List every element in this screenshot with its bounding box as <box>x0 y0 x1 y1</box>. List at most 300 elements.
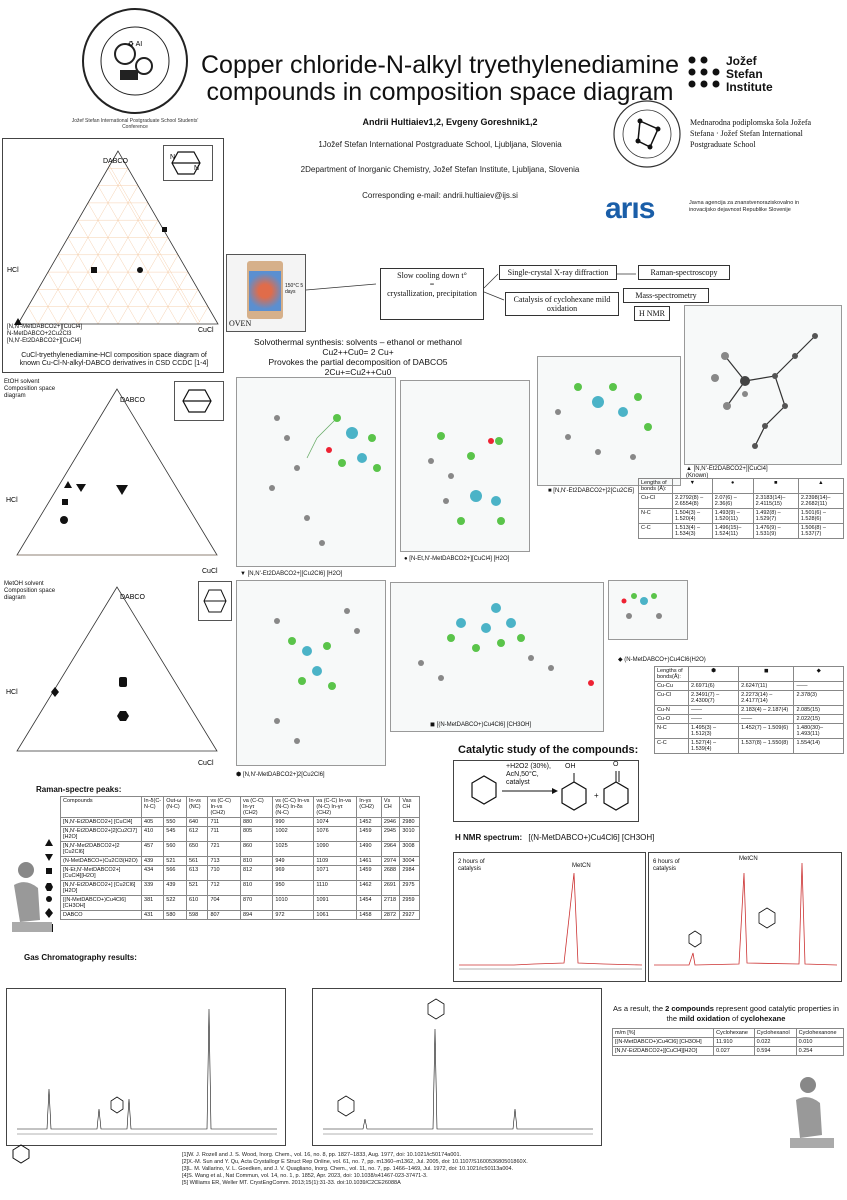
cell: 810 <box>240 857 272 866</box>
reference: [5] Williams ER, Weller MT. CrystEngComm. 2013;15(1):31-33. doi:10.1039/C2CE26088A <box>182 1180 401 1186</box>
cell: 1090 <box>314 842 357 857</box>
table-header: Vas CH <box>400 797 420 818</box>
equation-1: Cu2++Cu0= 2 Cu+ <box>322 347 394 357</box>
cell: 612 <box>186 827 207 842</box>
table-row <box>655 706 844 715</box>
s2-name: [N,N'-Et2DABCO2+][Cu2Cl6] [H2O] <box>247 571 343 577</box>
legend-item: N-MetDABCO+2Cu2Cl3 <box>7 331 72 337</box>
cell: 0.010 <box>796 1038 843 1047</box>
hexagon-marker <box>117 711 129 721</box>
table-row <box>613 1038 844 1047</box>
cell: 439 <box>164 881 187 896</box>
oven-illustration <box>226 254 306 332</box>
cell: N-C <box>639 509 673 524</box>
cell: 949 <box>273 857 314 866</box>
cell: 1110 <box>314 881 357 896</box>
bonds-header: Lengths of bonds(Å): <box>655 667 689 682</box>
structure-s8-label: ◆ (N-MetDABCO+)Cu4Cl6(H2O) <box>618 657 706 663</box>
table-row <box>655 715 844 724</box>
nmr-panel-2 <box>648 852 842 982</box>
cell: [(N-MetDABCO+)Cu4Cl6] [CH3OH] <box>61 896 142 911</box>
legend <box>7 324 167 345</box>
s3-name: [N,N'-Et2DABCO2+]2[Cu2Cl5] <box>553 488 634 494</box>
cell: 2.2398(14)– 2.2682(11) <box>798 494 843 509</box>
circle-marker: ● <box>712 479 753 494</box>
cell: 972 <box>273 911 314 920</box>
cell: [N,N'-Et2DABCO2+]2[Cu2Cl7] [H2O] <box>61 827 142 842</box>
square-marker-2 <box>162 227 167 232</box>
cell: 3010 <box>400 827 420 842</box>
cell: N-C <box>655 724 689 739</box>
table-header: Cyclohexane <box>714 1029 755 1038</box>
flow-arrows <box>484 270 644 310</box>
diagram-2-panel <box>2 377 234 577</box>
cell: 1091 <box>314 896 357 911</box>
cell: 2984 <box>400 866 420 881</box>
catalytic-title: Catalytic study of the compounds: <box>458 744 639 756</box>
conference-logo <box>80 6 190 116</box>
cooling-label: Slow cooling down t° <box>397 271 467 280</box>
cell: [N,N'-Et2DABCO2+][CuCl4][H2O] <box>613 1047 714 1056</box>
cell: 1.537(8) – 1.550(8) <box>739 739 794 754</box>
solvothermal-line: Solvothermal synthesis: solvents – ethanol or methanol <box>254 337 462 347</box>
triangle-marker: ▲ <box>798 479 843 494</box>
cell: 2.183(4) – 2.187(4) <box>739 706 794 715</box>
grid-line <box>28 307 38 324</box>
table-row <box>61 911 420 920</box>
cell: 1.527(4) – 1.539(4) <box>689 739 739 754</box>
left-label: HCl <box>7 267 19 274</box>
cell: 1458 <box>357 911 382 920</box>
table-header: Compounds <box>61 797 142 818</box>
nmr-panel-1-caption: 2 hours of catalysis <box>458 859 485 872</box>
cell: Cu-N <box>655 706 689 715</box>
o-label: O <box>613 761 619 768</box>
structure-s6-label: ⬢ [N,N'-MetDABCO2+]2[Cu2Cl6] <box>236 772 325 778</box>
contact-email: Corresponding e-mail: andrii.hultiaiev@ijs.si <box>362 191 518 200</box>
cell: 2.2792(8) – 2.6554(8) <box>673 494 713 509</box>
cell: 640 <box>186 818 207 827</box>
cell: Cu-Cu <box>655 682 689 691</box>
mps-logo-text: Mednarodna podiplomska šola Jožefa Stefana · Jožef Stefan International Postgraduate School <box>690 118 812 149</box>
cell: 610 <box>186 896 207 911</box>
cell: 1.476(9) – 1.531(9) <box>753 524 798 539</box>
svg-text:N: N <box>170 154 176 161</box>
cell: C-C <box>655 739 689 754</box>
table-row <box>655 682 844 691</box>
flow-arrow <box>306 270 380 300</box>
cell: 0.027 <box>714 1047 755 1056</box>
cell: 1459 <box>357 827 382 842</box>
top-label: DABCO <box>120 397 145 404</box>
cell: 894 <box>240 911 272 920</box>
table-row <box>61 881 420 896</box>
table-row <box>655 739 844 754</box>
table-row <box>639 509 844 524</box>
poster-title: Copper chloride-N-alkyl tryethylenediamine compounds in composition space diagram <box>201 51 679 106</box>
cell: 598 <box>186 911 207 920</box>
cell: —— <box>689 706 739 715</box>
left-label: HCl <box>6 497 18 504</box>
left-label: HCl <box>6 689 18 696</box>
cell: 3004 <box>400 857 420 866</box>
reference: [4]S. Wang et al., Nat Commun, vol. 14, no. 1, p. 1852, Apr. 2023, doi: 10.1038/s41467-023-37471-3. <box>182 1173 428 1179</box>
cell: [N-Et,N'-MetDABCO2+] [CuCl4][H2O] <box>61 866 142 881</box>
cell: 1.554(14) <box>794 739 844 754</box>
cell: 1.495(3) – 1.512(3) <box>689 724 739 739</box>
cell: 1.496(15)– 1.524(11) <box>712 524 753 539</box>
inverted-triangle-marker-2 <box>116 485 128 495</box>
cell: 434 <box>142 866 164 881</box>
dabco-structure-icon <box>174 381 224 421</box>
cell: 521 <box>164 857 187 866</box>
oven-label: OVEN <box>229 319 252 328</box>
catalytic-conditions: +H2O2 (30%), AcN,50°C, catalyst <box>506 763 551 786</box>
structure-s7 <box>390 582 604 732</box>
hexagon-marker: ⬢ <box>689 667 739 682</box>
structure-s4 <box>400 380 530 552</box>
cell: 561 <box>186 857 207 866</box>
grid-line <box>118 238 168 325</box>
cell: 721 <box>208 842 241 857</box>
cell: 522 <box>164 896 187 911</box>
cell: 457 <box>142 842 164 857</box>
top-label: DABCO <box>103 158 128 165</box>
gc-chromatogram-2 <box>312 988 602 1146</box>
right-label: CuCl <box>202 568 218 575</box>
reference: [3]L. M. Vallarino, V. L. Goedken, and J. V. Quagliano, Inorg. Chem., vol. 11, no. 7, pp. 1466–1469, Jul. 1972, doi: 10.1021/ic50113a004. <box>182 1166 514 1172</box>
table-row <box>655 691 844 706</box>
raman-title: Raman-spectre peaks: <box>36 785 122 794</box>
dabco-structure-icon <box>163 145 213 181</box>
cell: 1002 <box>273 827 314 842</box>
svg-text:♻ AI: ♻ AI <box>127 41 143 48</box>
cell: 990 <box>273 818 314 827</box>
cell: 2691 <box>381 881 400 896</box>
s7-name: [(N-MetDABCO+)Cu4Cl6] [CH3OH] <box>436 722 532 728</box>
diagram-3-panel <box>2 579 234 769</box>
cell: 805 <box>240 827 272 842</box>
structure-s1-label: ▲ [N,N'-Et2DABCO2+][CuCl4] (Known) <box>686 466 768 479</box>
table-row <box>61 857 420 866</box>
s6-name: [N,N'-MetDABCO2+]2[Cu2Cl6] <box>242 772 325 778</box>
cell: 521 <box>186 881 207 896</box>
cell: 880 <box>240 818 272 827</box>
nmr-peak-label: MetCN <box>739 856 758 862</box>
cell: 1.492(8) – 1.529(7) <box>753 509 798 524</box>
nmr-title-row <box>455 833 705 842</box>
table-row <box>639 494 844 509</box>
jar-label: 150°C 5 days <box>285 283 304 295</box>
table-row <box>613 1047 844 1056</box>
affiliation-1: 1Jožef Stefan International Postgraduate School, Ljubljana, Slovenia <box>318 140 562 149</box>
mps-logo <box>612 97 827 172</box>
references <box>182 1152 642 1187</box>
cell: 1071 <box>314 866 357 881</box>
table-row <box>61 842 420 857</box>
cell: 566 <box>164 866 187 881</box>
aris-logo-text: Javna agencija za znanstvenoraziskovalno in inovacijsko dejavnost Republike Slovenije <box>689 200 800 213</box>
circle-marker <box>137 267 143 273</box>
structure-s1 <box>684 305 842 465</box>
s1-name: [N,N'-Et2DABCO2+][CuCl4] <box>693 466 768 472</box>
catalytic-scheme <box>453 760 639 822</box>
cell: 0.022 <box>754 1038 796 1047</box>
decomposition-line: Provokes the partial decomposition of DABCO5 <box>268 357 448 367</box>
cell: 1.480(30)– 1.493(11) <box>794 724 844 739</box>
legend-item: [N,N'-MetDABCO2+][CuCl4] <box>7 324 82 330</box>
conference-logo-text: Jožef Stefan International Postgraduate School Students' Conference <box>71 118 199 130</box>
nmr-panel-2-caption: 6 hours of catalysis <box>653 859 680 872</box>
ijs-logo <box>686 52 826 92</box>
diagram-1-panel <box>2 138 224 373</box>
diagram-3-header: MetOH solvent Composition space diagram <box>4 581 56 601</box>
table-header: Out-ω (N-C) <box>164 797 187 818</box>
table-header: νs (C-C) In-νs (CH2) <box>208 797 241 818</box>
cell: 1490 <box>357 842 382 857</box>
grid-line <box>198 307 208 324</box>
s8-name: (N-MetDABCO+)Cu4Cl6(H2O) <box>624 657 706 663</box>
cell: 2872 <box>381 911 400 920</box>
cell: 1452 <box>357 818 382 827</box>
cyclohexane-icon <box>10 1143 32 1165</box>
cell: 0.254 <box>796 1047 843 1056</box>
structure-s2 <box>236 377 396 567</box>
bonds-header: Lengths of bonds (Å): <box>639 479 673 494</box>
grid-line <box>158 272 188 324</box>
xray-box: Single-crystal X-ray diffraction <box>499 265 617 280</box>
grid-line <box>38 168 128 324</box>
catalysis-box: Catalysis of cyclohexane mild oxidation <box>505 292 619 316</box>
cell: 2945 <box>381 827 400 842</box>
diagram-1-caption: CuCl-tryethylenediamine-HCl composition space diagram of known Cu-Cl-N-alkyl-DABCO derivatives in CSD CCDC [1-4] <box>19 352 209 367</box>
cell: 711 <box>208 818 241 827</box>
cell: 1010 <box>273 896 314 911</box>
cell: 2975 <box>400 881 420 896</box>
cell: 2.3183(14)– 2.4115(15) <box>753 494 798 509</box>
cell: 712 <box>208 881 241 896</box>
table-header: νa (C-C) In-νa (N-C) In-γτ (CH2) <box>314 797 357 818</box>
cell: —— <box>794 682 844 691</box>
cell: 1454 <box>357 896 382 911</box>
cell: 613 <box>186 866 207 881</box>
reference: [1]W. J. Rozell and J. S. Wood, Inorg. Chem., vol. 16, no. 8, pp. 1827–1833, Aug. 1977, doi: 10.1021/ic50174a001. <box>182 1152 462 1158</box>
conclusion-part: As a result, the <box>613 1004 666 1013</box>
table-header: m/m [%] <box>613 1029 714 1038</box>
cell: 1459 <box>357 866 382 881</box>
diagram-2-header: EtOH solvent Composition space diagram <box>4 379 56 399</box>
square-marker <box>91 267 97 273</box>
diamond-marker: ◆ <box>794 667 844 682</box>
cell: 11.910 <box>714 1038 755 1047</box>
raman-box: Raman-spectroscopy <box>638 265 730 280</box>
structure-s8 <box>608 580 688 640</box>
cell: 405 <box>142 818 164 827</box>
cell: —— <box>689 715 739 724</box>
cell: 3008 <box>400 842 420 857</box>
cell: 713 <box>208 857 241 866</box>
structure-s3-label: ■ [N,N'-Et2DABCO2+]2[Cu2Cl5] <box>548 488 634 494</box>
cell: 2.6247(11) <box>739 682 794 691</box>
legend-item: [N,N'-Et2DABCO2+][CuCl4] <box>7 338 82 344</box>
cell: 860 <box>240 842 272 857</box>
cell: 381 <box>142 896 164 911</box>
cell: 1.504(3) – 1.520(4) <box>673 509 713 524</box>
table-header: Cyclohexanone <box>796 1029 843 1038</box>
structure-s2-label: ▼ [N,N'-Et2DABCO2+][Cu2Cl6] [H2O] <box>240 571 343 577</box>
cell: 710 <box>208 866 241 881</box>
conclusion-part: of <box>729 1014 741 1023</box>
cell: 1061 <box>314 911 357 920</box>
structure-s6 <box>236 580 386 766</box>
cell: 2.6971(6) <box>689 682 739 691</box>
reference: [2]X.-M. Sun and Y. Qu, Acta Crystallogr E Struct Rep Online, vol. 61, no. 7, pp. m1360–m1362, Jul. 2005, doi: 10.1107/S160053680501860X. <box>182 1159 528 1165</box>
cell: 1.501(6) – 1.528(6) <box>798 509 843 524</box>
structure-s4-label: ● [N-Et,N'-MetDABCO2+][CuCl4] [H2O] <box>404 556 510 562</box>
cell: 1025 <box>273 842 314 857</box>
table-header: Cyclohexanol <box>754 1029 796 1038</box>
gc-chromatogram-1 <box>6 988 286 1146</box>
square-marker: ■ <box>753 479 798 494</box>
cell: 2718 <box>381 896 400 911</box>
table-header: Vs CH <box>381 797 400 818</box>
dabco-structure-icon <box>198 581 232 621</box>
cell: 812 <box>240 866 272 881</box>
table-header: In-νs (NC) <box>186 797 207 818</box>
table-row <box>655 724 844 739</box>
grid-line <box>88 203 158 324</box>
authors: Andrii Hultiaiev1,2, Evgeny Goreshnik1,2 <box>362 117 538 127</box>
cell: (N-MetDABCO+)Cu2Cl3(H2O) <box>61 857 142 866</box>
grid-line <box>78 203 148 324</box>
cell: 2927 <box>400 911 420 920</box>
circle-marker <box>60 516 68 524</box>
ijs-logo-text: Jožef Stefan Institute <box>726 54 773 94</box>
square-marker: ◼ <box>739 667 794 682</box>
cell: 550 <box>164 818 187 827</box>
cell: 2.378(3) <box>794 691 844 706</box>
cell: [(N-MetDABCO+)Cu4Cl6] [CH3OH] <box>613 1038 714 1047</box>
table-row <box>61 827 420 842</box>
cell: Cu-Cl <box>639 494 673 509</box>
top-label: DABCO <box>120 594 145 601</box>
cell: Cu-O <box>655 715 689 724</box>
oh-label: OH <box>565 763 576 770</box>
cell: 339 <box>142 881 164 896</box>
cell: 2688 <box>381 866 400 881</box>
cell: 969 <box>273 866 314 881</box>
cell: 2964 <box>381 842 400 857</box>
square-marker <box>62 499 68 505</box>
s1-sub: (Known) <box>686 473 709 479</box>
cell: 580 <box>164 911 187 920</box>
cell: 2.07(6) – 2.36(6) <box>712 494 753 509</box>
solvothermal-text <box>228 337 488 377</box>
cell: 950 <box>273 881 314 896</box>
square-marker <box>119 677 127 687</box>
conclusion-table <box>612 1028 844 1056</box>
table-row <box>639 524 844 539</box>
flow-cooling-box <box>380 268 484 320</box>
table-header: νs (C-C) In-νs (N-C) In-δs (N-C) <box>273 797 314 818</box>
cell: [N,N'-Et2DABCO2+] [CuCl4] <box>61 818 142 827</box>
conclusion-bold: mild oxidation <box>679 1014 730 1023</box>
cell: 2974 <box>381 857 400 866</box>
cell: 2980 <box>400 818 420 827</box>
cell: 1.513(4) – 1.534(3) <box>673 524 713 539</box>
structure-s3 <box>537 356 681 486</box>
s4-name: [N-Et,N'-MetDABCO2+][CuCl4] [H2O] <box>409 556 510 562</box>
cell: 0.594 <box>754 1047 796 1056</box>
cell: 810 <box>240 881 272 896</box>
inverted-triangle-marker: ▼ <box>673 479 713 494</box>
cell: 2.085(15) <box>794 706 844 715</box>
cell: 1109 <box>314 857 357 866</box>
cell: 2946 <box>381 818 400 827</box>
triangle-marker <box>64 481 72 488</box>
cell: 1.452(7) – 1.509(6) <box>739 724 794 739</box>
bonds-table-2 <box>654 666 844 754</box>
person-illustration <box>4 840 64 948</box>
cell: —— <box>739 715 794 724</box>
raman-table <box>60 796 420 920</box>
cell: C-C <box>639 524 673 539</box>
cell: 1.506(8) – 1.537(7) <box>798 524 843 539</box>
crystallization-label: crystallization, precipitation <box>387 289 477 298</box>
cell: 1074 <box>314 818 357 827</box>
nmr-peak-label: MetCN <box>572 863 591 869</box>
conclusion-bold: cyclohexane <box>740 1014 786 1023</box>
cell: 431 <box>142 911 164 920</box>
plus-label: + <box>594 791 599 800</box>
right-label: CuCl <box>198 327 214 334</box>
mass-spec-box: Mass-spectrometry <box>623 288 709 303</box>
cell: 2.2273(14) – 2.4177(14) <box>739 691 794 706</box>
table-header: νa (C-C) In-γτ (CH2) <box>240 797 272 818</box>
cell: 410 <box>142 827 164 842</box>
equation-2: 2Cu+=Cu2++Cu0 <box>324 367 392 377</box>
diamond-marker <box>51 687 59 697</box>
table-header: In-δ(C-N-C) <box>142 797 164 818</box>
cell: 870 <box>240 896 272 911</box>
grid-line <box>48 272 78 324</box>
cell: 439 <box>142 857 164 866</box>
conclusion-text <box>610 1004 842 1024</box>
structure-s7-label: ◼ [(N-MetDABCO+)Cu4Cl6] [CH3OH] <box>430 722 532 728</box>
cell: 704 <box>208 896 241 911</box>
affiliation-2: 2Department of Inorganic Chemistry, Jožef Stefan Institute, Ljubljana, Slovenia <box>300 165 580 174</box>
cell: 2.022(15) <box>794 715 844 724</box>
svg-text:N: N <box>194 165 200 172</box>
table-row <box>61 866 420 881</box>
cell: 560 <box>164 842 187 857</box>
right-label: CuCl <box>198 760 214 767</box>
conclusion-bold: 2 compounds <box>665 1004 714 1013</box>
nmr-title: H NMR spectrum: <box>455 833 523 842</box>
cell: 711 <box>208 827 241 842</box>
nmr-compound: [(N-MetDABCO+)Cu4Cl6] [CH3OH] <box>528 833 655 842</box>
bonds-table-1 <box>638 478 844 539</box>
cell: Cu-Cl <box>655 691 689 706</box>
cell: DABCO <box>61 911 142 920</box>
grid-line <box>108 168 198 324</box>
cell: 1462 <box>357 881 382 896</box>
cell: 2959 <box>400 896 420 911</box>
grid-line <box>68 238 118 325</box>
inverted-triangle-marker <box>76 484 86 492</box>
cell: 1076 <box>314 827 357 842</box>
table-row <box>61 896 420 911</box>
